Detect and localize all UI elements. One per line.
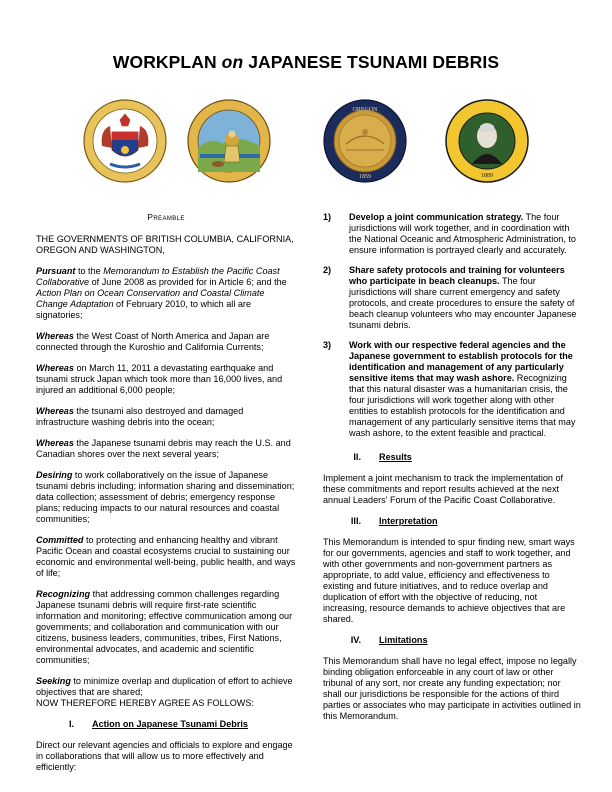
washington-state-seal <box>444 98 530 184</box>
svg-text:OREGON: OREGON <box>352 107 378 113</box>
recital-paragraph: Whereas on March 11, 2011 a devastating earthquake and tsunami struck Japan which took more than 16,000 lives, and injured an additional 6,000 people; <box>36 363 283 395</box>
document-title: WORKPLAN on JAPANESE TSUNAMI DEBRIS <box>112 52 500 72</box>
british-columbia-seal <box>82 98 168 184</box>
section-heading: II. Results <box>353 452 412 462</box>
recital-paragraph: Recognizing that addressing common challenges regarding Japanese tsunami debris will require first-rate scientific information and monitoring; effective communication among our governments; and collaboration and communication with our citizens, business leaders, communities, tribes, First Nations, environmental advocates, and academic and scientific communities; <box>36 589 293 665</box>
action-item: 2) Share safety protocols and training for volunteers who participate in beach cleanups. The four jurisdictions will share current emergency and safety protocols, and create procedures to ensure the safety of beach cleanup volunteers who may encounter Japanese tsunami debris. <box>323 265 577 330</box>
agree-line: NOW THEREFORE HEREBY AGREE AS FOLLOWS: <box>36 698 254 708</box>
action-list <box>323 212 581 439</box>
recital-paragraph: Whereas the West Coast of North America and Japan are connected through the Kuroshio and California Currents; <box>36 331 270 352</box>
section-heading: I. Action on Japanese Tsunami Debris <box>68 719 248 729</box>
section-heading: IV. Limitations <box>350 635 428 645</box>
recital-paragraph: Committed to protecting and enhancing healthy and vibrant Pacific Ocean and coastal ecosystems crucial to sustaining our economic and environmental well-being, public health, and ways of life; <box>36 535 296 578</box>
recital-paragraph: Desiring to work collaboratively on the issue of Japanese tsunami debris including; information sharing and dissemination; data collection; assessment of debris; emergency response plans; reducing impacts to our natural resources and coastal communities; <box>36 470 295 524</box>
action-item: 1) Develop a joint communication strategy. The four jurisdictions will work together, and in coordination with the National Oceanic and Atmospheric Administration, to ensure information is portrayed clearly and accurately. <box>323 212 576 255</box>
limitations-paragraph: This Memorandum shall have no legal effect, impose no legally binding obligation enforceable in any court of law or other tribunal of any sort, nor create any funding expectation; nor shall our jurisdictions be responsible for the actions of third parties or associates who may participate in activities outlined in this Memorandum. <box>323 656 581 721</box>
governments-line: THE GOVERNMENTS OF BRITISH COLUMBIA, CALIFORNIA, OREGON AND WASHINGTON, <box>36 234 294 255</box>
seeking-paragraph: Seeking to minimize overlap and duplication of effort to achieve objectives that are shared; <box>36 676 293 697</box>
action-item: 3) Work with our respective federal agencies and the Japanese government to establish protocols for the identification and management of any particularly sensitive items that may wash ashore. Recognizing that this natural disaster was a humanitarian crisis, the four jurisdictions will work together along with other entities to establish protocols for the identification and management of any particularly sensitive items that may wash ashore, to the extent feasible and practical. <box>323 340 576 438</box>
right-column <box>323 212 581 732</box>
svg-text:1859: 1859 <box>359 174 371 180</box>
svg-text:1889: 1889 <box>481 173 493 179</box>
recital-paragraph: Whereas the tsunami also destroyed and damaged infrastructure washing debris into the ocean; <box>36 406 244 427</box>
results-paragraph: Implement a joint mechanism to track the implementation of these commitments and report results achieved at the next annual Leaders' Forum of the Pacific Coast Collaborative. <box>323 473 564 505</box>
direct-paragraph: Direct our relevant agencies and officials to explore and engage in collaborations that will allow us to more effectively and efficiently: <box>36 740 293 772</box>
california-state-seal <box>186 98 272 184</box>
section-heading: III. Interpretation <box>350 516 438 526</box>
preamble-heading: Preamble <box>147 212 185 222</box>
oregon-state-seal <box>322 98 408 184</box>
interpretation-paragraph: This Memorandum is intended to spur finding new, smart ways for our governments, agencies and staff to work together, and with other governments and non-government partners as appropriate, to add value, efficiency and effectiveness to existing and future initiatives, and to reduce overlap and duplication of effort with the objective of reducing, not increasing, resource demands to achieve objectives that are shared. <box>323 537 575 624</box>
recital-paragraph: Whereas the Japanese tsunami debris may reach the U.S. and Canadian shores over the next several years; <box>36 438 291 459</box>
left-column <box>36 212 296 783</box>
pursuant-paragraph: Pursuant to the Memorandum to Establish the Pacific Coast Collaborative of June 2008 as provided for in Article 6; and the Action Plan on Ocean Conservation and Coastal Climate Change Adaptation of February 2010, to which all are signatories; <box>36 266 287 320</box>
